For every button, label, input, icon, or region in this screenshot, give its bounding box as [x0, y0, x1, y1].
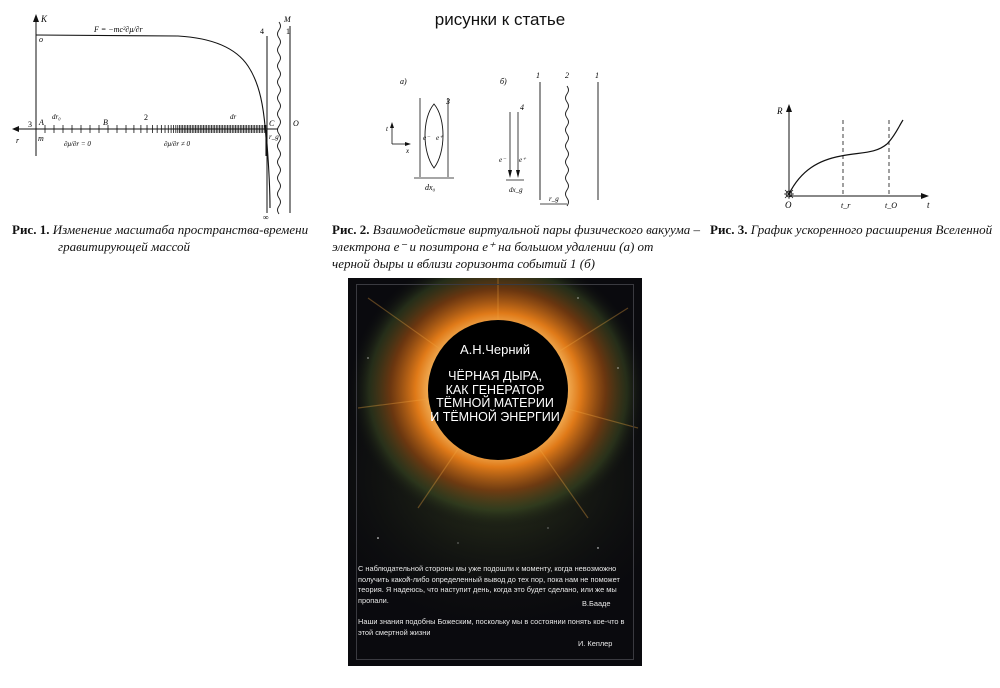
- title-line-2: КАК ГЕНЕРАТОР: [445, 382, 545, 397]
- horizon-1a-label: 1: [536, 71, 540, 80]
- dx0-label: dx₀: [425, 183, 436, 192]
- r-axis-label-3: R: [777, 106, 783, 116]
- line-4-label: 4: [260, 27, 264, 36]
- page-title: рисунки к статье: [434, 10, 566, 29]
- dr-label: dr: [230, 113, 237, 121]
- infinity-label: ∞: [263, 213, 269, 222]
- figure-1-caption-line2: гравитирующей массой: [58, 239, 191, 254]
- panel-b-label: б): [500, 77, 507, 86]
- figure-2-caption-line2: электрона e⁻ и позитрона e⁺ на большом удалении (a) от: [332, 239, 654, 254]
- t-axis-label: t: [386, 125, 388, 133]
- dxg-label: dx_g: [509, 186, 523, 194]
- title-line-4: И ТЁМНОЙ ЭНЕРГИИ: [430, 409, 560, 424]
- book-cover: [348, 278, 642, 666]
- region-3-label: 3: [28, 120, 32, 129]
- line-2-label: 2: [565, 71, 569, 80]
- figure-1-caption-line1: Изменение масштаба пространства-времени: [52, 222, 309, 237]
- figure-2-caption-line3: черной дыры и вблизи горизонта событий 1 (б): [332, 256, 595, 271]
- line-m-label: M: [284, 15, 291, 24]
- region-2-label: 2: [144, 113, 148, 122]
- figure-2-caption: [332, 221, 704, 272]
- figure-2-caption-line1: Взаимодействие виртуальной пары физического вакуума –: [372, 222, 700, 237]
- quote-kepler-author: И. Кеплер: [578, 639, 613, 648]
- derivative-zero-label: ∂μ/∂r = 0: [64, 140, 91, 148]
- figure-3-caption-text: График ускоренного расширения Вселенной: [750, 222, 993, 237]
- positron-label-a: e⁺: [436, 134, 443, 142]
- title-line-1: ЧЁРНАЯ ДЫРА,: [448, 369, 542, 383]
- book-title: [348, 370, 642, 424]
- quote-baade: С наблюдательной стороны мы уже подошли к моменту, когда невозможно получить какой-либо определенный вывод до тех пор, пока нам не поможет теория. Я надеюсь, что наступит день, когда это будет сделано, или же мы пропали.: [358, 564, 620, 605]
- tr-label: t_r: [841, 201, 851, 210]
- quote-kepler: Наши знания подобны Божеским, поскольку мы в состоянии понять кое-что в этой смертной жизни: [358, 617, 625, 637]
- mass-m-label: m: [38, 134, 44, 143]
- figure-2-number: Рис. 2.: [332, 222, 370, 237]
- figure-1-caption: [12, 221, 330, 255]
- point-c-label: C: [269, 119, 275, 128]
- force-formula: F = −mc²∂μ/∂r: [94, 25, 143, 34]
- k-axis-label: K: [41, 14, 48, 24]
- line-1-label: 1: [286, 27, 290, 36]
- rg-label: r_g: [269, 133, 279, 141]
- figure-2-diagram: [378, 62, 628, 214]
- figure-1-diagram: [8, 8, 328, 223]
- figure-3-caption: [710, 221, 998, 238]
- panel-a-line-3-label: 3: [446, 97, 450, 106]
- electron-label-a: e⁻: [423, 134, 430, 142]
- to-label: t_O: [885, 201, 897, 210]
- big-bang-star-icon: [784, 189, 794, 199]
- point-a-label: A: [39, 118, 44, 127]
- quote-baade-author: В.Бааде: [582, 599, 611, 608]
- dr0-label: dr₀: [52, 113, 61, 121]
- positron-label-b: e⁺: [519, 156, 526, 164]
- derivative-nonzero-label: ∂μ/∂r ≠ 0: [164, 140, 190, 148]
- t-axis-label-3: t: [927, 200, 930, 210]
- figure-3-chart: [775, 98, 955, 218]
- r-axis-label: r: [16, 136, 20, 145]
- electron-label-b: e⁻: [499, 156, 506, 164]
- book-author: А.Н.Черний: [459, 342, 531, 357]
- panel-b-line-4-label: 4: [520, 103, 524, 112]
- point-b-label: B: [103, 118, 108, 127]
- point-o-label: O: [293, 119, 299, 128]
- figure-3-number: Рис. 3.: [710, 222, 748, 237]
- origin-label-3: O: [785, 200, 792, 210]
- origin-o-label: o: [39, 35, 43, 44]
- title-line-3: ТЁМНОЙ МАТЕРИИ: [436, 396, 554, 410]
- rg-label-2: r_g: [549, 195, 559, 203]
- panel-a-label: a): [400, 77, 407, 86]
- figure-1-number: Рис. 1.: [12, 222, 50, 237]
- horizon-1b-label: 1: [595, 71, 599, 80]
- x-axis-label: x: [406, 147, 410, 155]
